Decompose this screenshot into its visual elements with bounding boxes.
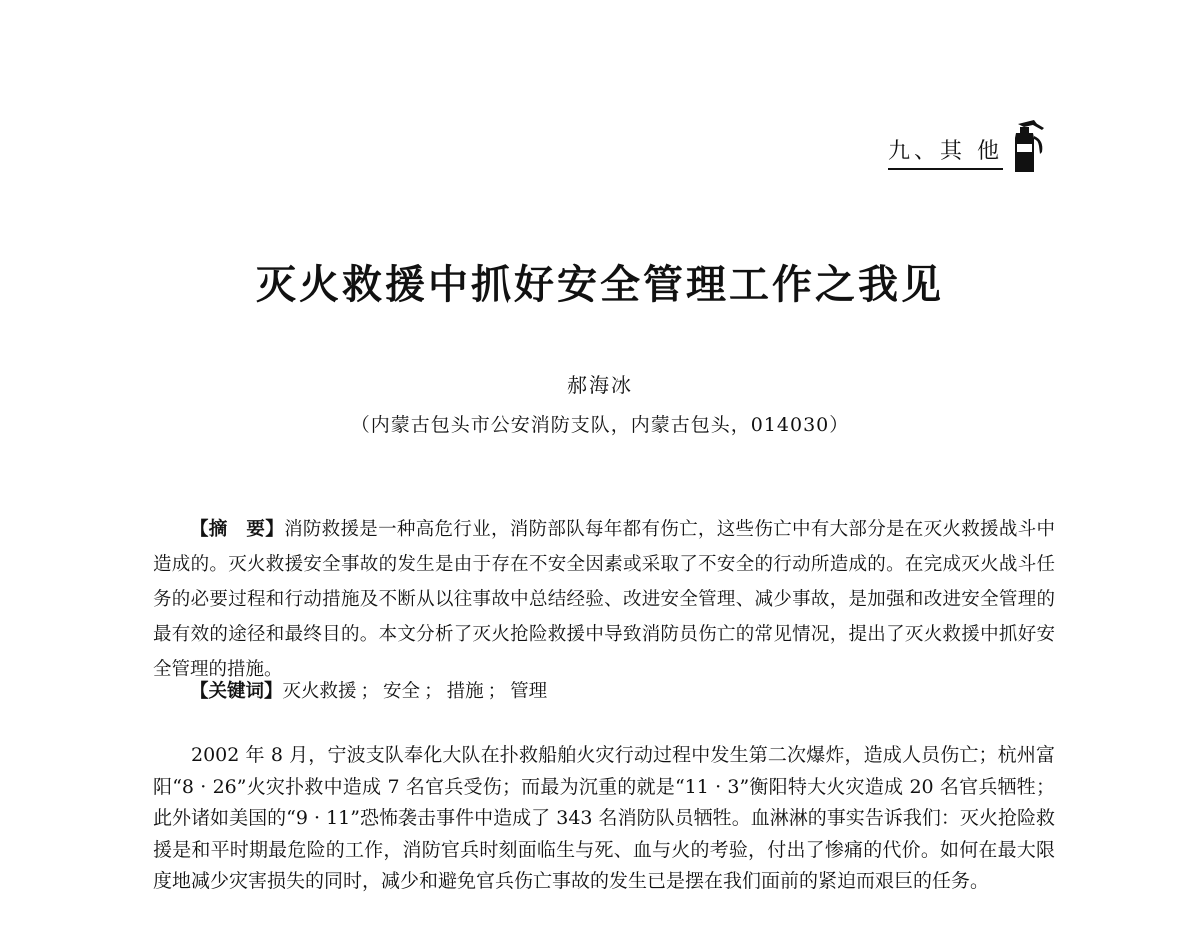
keyword-item: 管理: [510, 681, 548, 702]
body-paragraph: 2002 年 8 月，宁波支队奉化大队在扑救船舶火灾行动过程中发生第二次爆炸，造成人员伤亡；杭州富阳“8 · 26”火灾扑救中造成 7 名官兵受伤；而最为沉重的就是“11 · 3”衡阳特大火灾造成 20 名官兵牺牲；此外诸如美国的“9 · 11”恐怖袭击事件中造成了 343 名消防队员牺牲。血淋淋的事实告诉我们：灭火抢险救援是和平时期最危险的工作，消防官兵时刻面临生与死、血与火的考验，付出了惨痛的代价。如何在最大限度地减少灾害损失的同时，减少和避免官兵伤亡事故的发生已是摆在我们面前的紧迫而艰巨的任务。: [153, 744, 1055, 892]
abstract: [153, 512, 1055, 687]
keyword-item: 措施: [446, 681, 484, 702]
keyword-separator: ；: [424, 681, 443, 702]
keywords-label: 【关键词】: [190, 681, 283, 702]
keyword-separator: ；: [487, 681, 507, 702]
abstract-text: 消防救援是一种高危行业，消防部队每年都有伤亡，这些伤亡中有大部分是在灭火救援战斗中造成的。灭火救援安全事故的发生是由于存在不安全因素或采取了不安全的行动所造成的。在完成灭火战斗任务的必要过程和行动措施及不断从以往事故中总结经验、改进安全管理、减少事故，是加强和改进安全管理的最有效的途径和最终目的。本文分析了灭火抢险救援中导致消防员伤亡的常见情况，提出了灭火救援中抓好安全管理的措施。: [153, 519, 1055, 680]
keyword-separator: ；: [360, 681, 380, 702]
abstract-label: 【摘 要】: [190, 519, 285, 540]
keyword-item: 安全: [383, 681, 421, 702]
author-affiliation: （内蒙古包头市公安消防支队，内蒙古包头，014030）: [350, 414, 850, 436]
keyword-item: 灭火救援: [282, 681, 357, 702]
article-title: 灭火救援中抓好安全管理工作之我见: [256, 262, 944, 308]
fire-extinguisher-icon: [1004, 116, 1048, 176]
author-name: 郝海冰: [567, 373, 633, 397]
section-header: 九、其 他: [888, 138, 1003, 170]
keywords: [153, 674, 1055, 709]
